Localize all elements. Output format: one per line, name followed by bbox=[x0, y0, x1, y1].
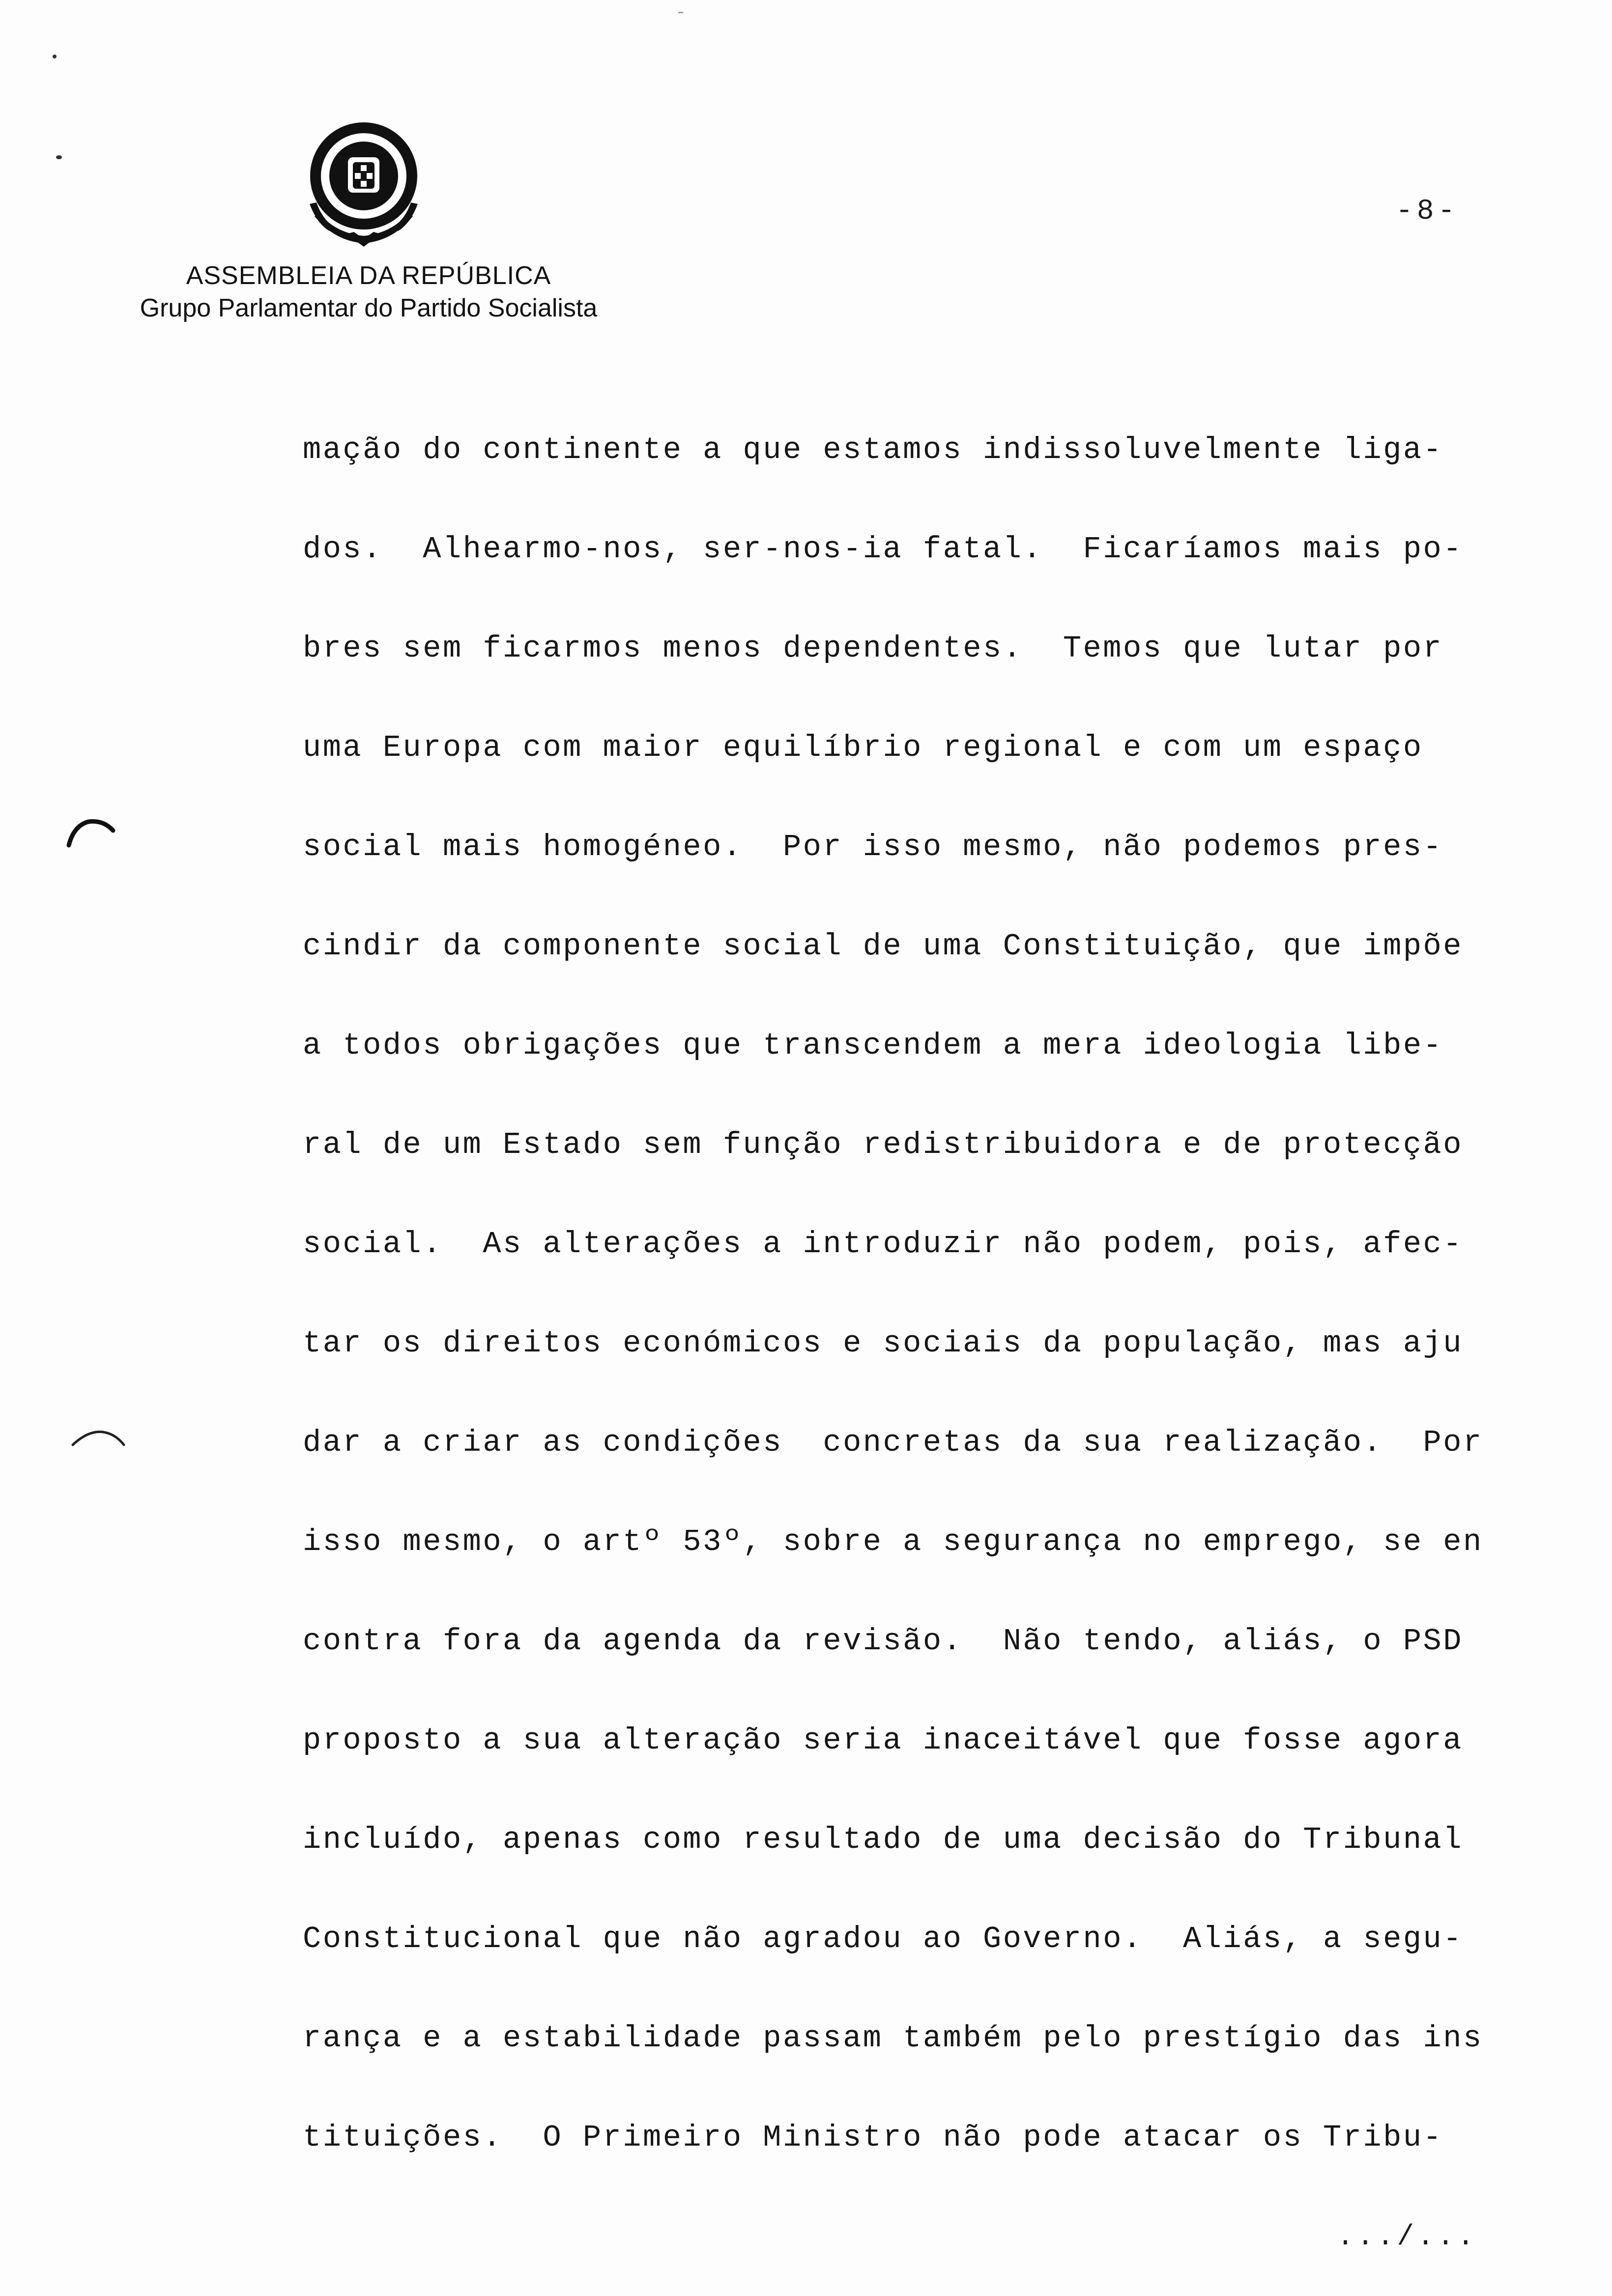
text-line: contra fora da agenda da revisão. Não tendo, aliás, o PSD bbox=[303, 1624, 1463, 1659]
page-number: -8- bbox=[1396, 196, 1459, 228]
text-line: rança e a estabilidade passam também pelo prestígio das ins bbox=[303, 2021, 1483, 2056]
text-line: isso mesmo, o artº 53º, sobre a segurança no emprego, se en bbox=[303, 1524, 1483, 1559]
coat-of-arms-emblem bbox=[300, 118, 428, 251]
scan-mark-1 bbox=[64, 816, 118, 850]
text-line: tituições. O Primeiro Ministro não pode atacar os Tribu- bbox=[303, 2120, 1443, 2155]
continuation-mark: .../... bbox=[1337, 2221, 1477, 2253]
text-line: mação do continente a que estamos indissoluvelmente liga- bbox=[303, 432, 1443, 467]
text-line: ral de um Estado sem função redistribuidora e de protecção bbox=[303, 1127, 1463, 1162]
text-line: a todos obrigações que transcendem a mera ideologia libe- bbox=[303, 1028, 1443, 1063]
scan-dot-3 bbox=[673, 8, 688, 18]
text-line: incluído, apenas como resultado de uma decisão do Tribunal bbox=[303, 1822, 1463, 1857]
parliamentary-group-name: Grupo Parlamentar do Partido Socialista bbox=[140, 294, 598, 322]
text-line: dos. Alhearmo-nos, ser-nos-ia fatal. Ficaríamos mais po- bbox=[303, 532, 1463, 567]
organization-name: ASSEMBLEIA DA REPÚBLICA bbox=[186, 261, 551, 290]
text-line: bres sem ficarmos menos dependentes. Temos que lutar por bbox=[303, 631, 1443, 666]
text-line: proposto a sua alteração seria inaceitável que fosse agora bbox=[303, 1723, 1463, 1758]
scan-dot-2 bbox=[47, 49, 62, 64]
scan-mark-2 bbox=[69, 1425, 128, 1450]
text-line: tar os direitos económicos e sociais da população, mas aju bbox=[303, 1326, 1463, 1361]
text-line: dar a criar as condições concretas da sua realização. Por bbox=[303, 1425, 1483, 1460]
text-line: Constitucional que não agradou ao Governo. Aliás, a segu- bbox=[303, 1922, 1463, 1956]
text-line: uma Europa com maior equilíbrio regional e com um espaço bbox=[303, 730, 1423, 765]
text-line: cindir da componente social de uma Constituição, que impõe bbox=[303, 929, 1463, 964]
letterhead bbox=[74, 259, 663, 324]
text-line: social mais homogéneo. Por isso mesmo, não podemos pres- bbox=[303, 830, 1443, 864]
scan-dot-1 bbox=[49, 147, 69, 167]
text-line: social. As alterações a introduzir não podem, pois, afec- bbox=[303, 1227, 1463, 1262]
